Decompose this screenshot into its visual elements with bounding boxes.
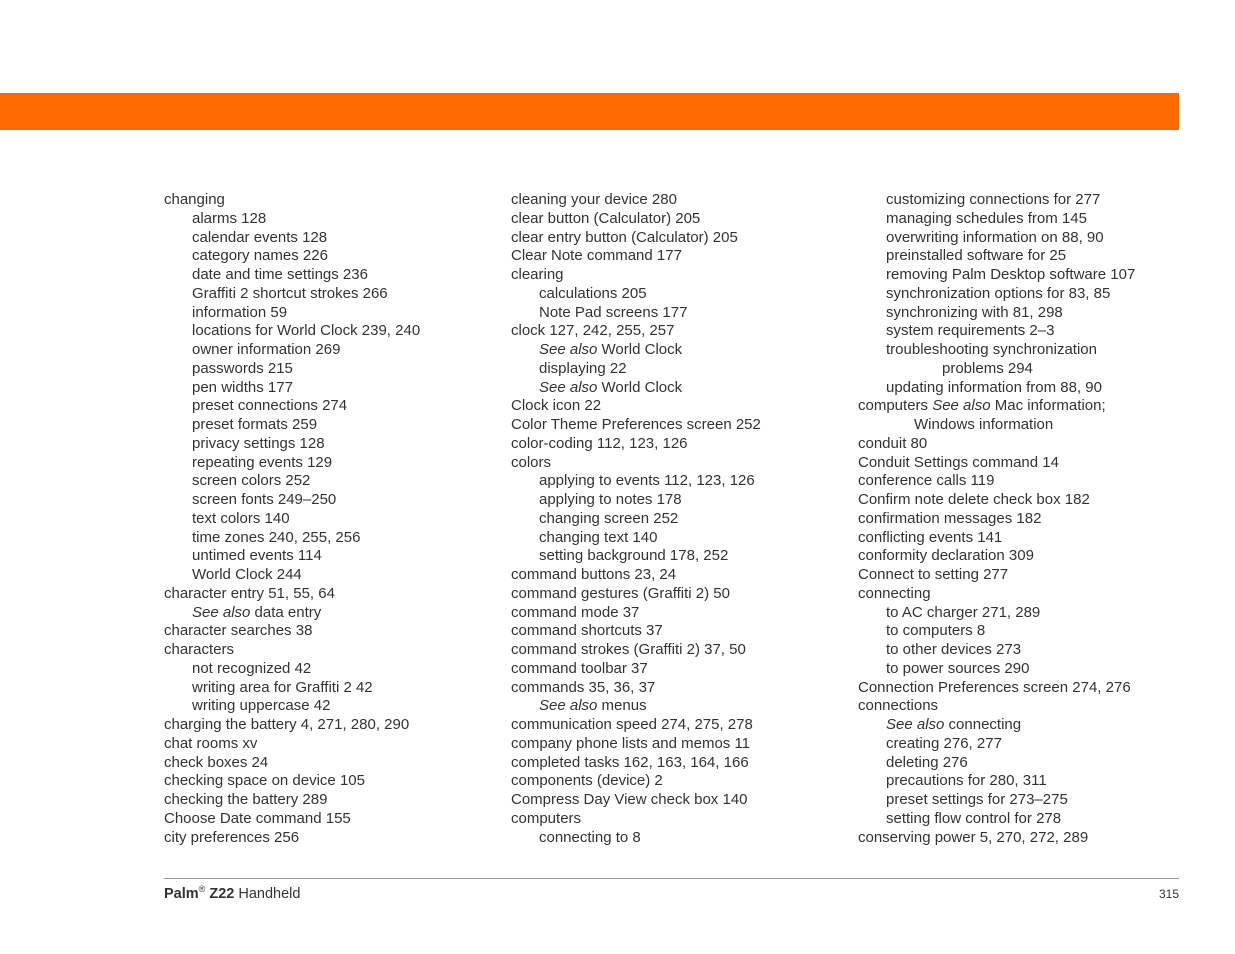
- index-subentry: [164, 529, 420, 548]
- index-entry: [511, 191, 761, 210]
- index-subentry: [164, 266, 420, 285]
- index-subentry: [164, 247, 420, 266]
- index-entry: [164, 791, 420, 810]
- index-entry: [164, 716, 420, 735]
- see-also-label: See also: [539, 341, 598, 358]
- entry-text: clearing: [511, 266, 564, 283]
- entry-text: preset connections 274: [192, 397, 348, 415]
- index-subentry: [164, 229, 420, 248]
- index-entry: [511, 622, 761, 641]
- entry-text: applying to events 112, 123, 126: [539, 472, 755, 490]
- index-subentry: [858, 210, 1135, 229]
- see-also-label: See also: [932, 397, 991, 415]
- index-entry: [858, 829, 1135, 848]
- index-subentry: [858, 772, 1135, 791]
- entry-text: pen widths 177: [192, 378, 293, 396]
- entry-text: applying to notes 178: [539, 491, 682, 508]
- index-column-1: [164, 191, 420, 847]
- index-entry: [858, 510, 1135, 529]
- entry-text: calculations 205: [539, 284, 647, 302]
- entry-text: Conduit Settings command 14: [858, 453, 1059, 471]
- index-entry: [164, 585, 420, 604]
- entry-text: conformity declaration 309: [858, 547, 1034, 565]
- index-entry: [164, 191, 420, 210]
- entry-text: conflicting events 141: [858, 528, 1003, 546]
- entry-text: commands 35, 36, 37: [511, 678, 656, 696]
- index-entry: [511, 716, 761, 735]
- index-subentry: [164, 435, 420, 454]
- entry-text: check boxes 24: [164, 753, 269, 771]
- entry-text: clear entry button (Calculator) 205: [511, 228, 738, 246]
- entry-text: confirmation messages 182: [858, 509, 1042, 527]
- index-subentry: [858, 322, 1135, 341]
- index-subentry: [858, 360, 1135, 379]
- index-subentry: [858, 622, 1135, 641]
- index-subentry: [511, 341, 761, 360]
- index-entry: [858, 491, 1135, 510]
- index-subentry: [164, 397, 420, 416]
- index-entry: [858, 585, 1135, 604]
- index-entry: [511, 210, 761, 229]
- index-entry: [858, 472, 1135, 491]
- entry-text: colors: [511, 453, 552, 471]
- entry-text: to computers 8: [886, 622, 986, 640]
- index-subentry: [511, 304, 761, 323]
- index-subentry: [164, 454, 420, 473]
- entry-text: owner information 269: [192, 341, 341, 358]
- index-entry: [511, 416, 761, 435]
- entry-text: setting background 178, 252: [539, 547, 729, 565]
- index-subentry: [858, 266, 1135, 285]
- entry-text: color-coding 112, 123, 126: [511, 434, 688, 452]
- index-subentry: [858, 191, 1135, 210]
- entry-text: completed tasks 162, 163, 164, 166: [511, 753, 749, 771]
- entry-text: Graffiti 2 shortcut strokes 266: [192, 284, 388, 302]
- index-subentry: [858, 341, 1135, 360]
- entry-text: character searches 38: [164, 622, 313, 640]
- entry-text: Compress Day View check box 140: [511, 791, 748, 808]
- entry-text: synchronizing with 81, 298: [886, 303, 1063, 321]
- entry-text: problems 294: [942, 359, 1033, 377]
- entry-text: screen colors 252: [192, 472, 311, 490]
- model-name: Z22: [209, 886, 235, 902]
- index-entry: [511, 266, 761, 285]
- entry-text: Choose Date command 155: [164, 809, 351, 827]
- entry-text: communication speed 274, 275, 278: [511, 716, 753, 733]
- index-subentry: [164, 322, 420, 341]
- index-entry: [511, 397, 761, 416]
- index-entry: [511, 585, 761, 604]
- entry-text: connections: [858, 697, 939, 715]
- see-also-label: See also: [192, 603, 251, 621]
- entry-term: computers: [858, 397, 929, 415]
- index-subentry: [858, 735, 1135, 754]
- index-entry: [511, 566, 761, 585]
- entry-text: command strokes (Graffiti 2) 37, 50: [511, 641, 746, 658]
- header-accent-bar: [0, 93, 1179, 130]
- see-also-label: See also: [539, 378, 598, 396]
- footer-divider: [164, 878, 1179, 879]
- entry-text: Note Pad screens 177: [539, 303, 688, 321]
- entry-text: Clock icon 22: [511, 397, 602, 415]
- entry-text: charging the battery 4, 271, 280, 290: [164, 716, 410, 733]
- see-also-label: See also: [539, 697, 598, 715]
- index-subentry: [164, 547, 420, 566]
- entry-text: Connection Preferences screen 274, 276: [858, 678, 1131, 696]
- entry-text: World Clock: [601, 341, 683, 358]
- entry-text: Clear Note command 177: [511, 247, 682, 265]
- index-subentry: [858, 660, 1135, 679]
- entry-text: overwriting information on 88, 90: [886, 228, 1104, 246]
- entry-text: to power sources 290: [886, 659, 1030, 677]
- entry-text: deleting 276: [886, 753, 968, 771]
- index-subentry: [164, 679, 420, 698]
- index-entry: [858, 454, 1135, 473]
- entry-text: removing Palm Desktop software 107: [886, 266, 1136, 283]
- entry-text: alarms 128: [192, 209, 267, 227]
- entry-text: connecting: [948, 716, 1022, 733]
- entry-text: synchronization options for 83, 85: [886, 284, 1111, 302]
- index-entry: [164, 772, 420, 791]
- entry-text: not recognized 42: [192, 659, 312, 677]
- index-subentry: [164, 285, 420, 304]
- entry-text: troubleshooting synchronization: [886, 341, 1097, 358]
- entry-text: characters: [164, 641, 235, 658]
- entry-text: Windows information: [914, 416, 1054, 433]
- entry-text: text colors 140: [192, 509, 290, 527]
- entry-text: computers: [511, 809, 582, 827]
- entry-text: date and time settings 236: [192, 266, 368, 283]
- index-entry: [511, 791, 761, 810]
- entry-text: preinstalled software for 25: [886, 247, 1067, 265]
- entry-text: company phone lists and memos 11: [511, 734, 751, 752]
- index-subentry: [164, 360, 420, 379]
- entry-text: customizing connections for 277: [886, 191, 1101, 208]
- index-subentry: [511, 285, 761, 304]
- index-entry: [858, 566, 1135, 585]
- product-type: Handheld: [238, 886, 301, 902]
- entry-text: privacy settings 128: [192, 434, 325, 452]
- index-entry: [511, 322, 761, 341]
- index-entry: [511, 247, 761, 266]
- index-subentry: [164, 210, 420, 229]
- index-subentry: [511, 510, 761, 529]
- index-subentry: [164, 304, 420, 323]
- entry-text: category names 226: [192, 247, 328, 265]
- entry-text: time zones 240, 255, 256: [192, 528, 361, 546]
- index-subentry: [858, 229, 1135, 248]
- entry-text: calendar events 128: [192, 228, 328, 246]
- entry-text: writing area for Graffiti 2 42: [192, 678, 373, 696]
- see-also-label: See also: [886, 716, 945, 733]
- entry-text: character entry 51, 55, 64: [164, 584, 335, 602]
- index-subentry: [858, 810, 1135, 829]
- entry-text: cleaning your device 280: [511, 191, 677, 208]
- index-entry: [858, 397, 1135, 416]
- entry-text: World Clock 244: [192, 566, 302, 583]
- index-subentry: [164, 341, 420, 360]
- entry-text: setting flow control for 278: [886, 809, 1062, 827]
- entry-text: information 59: [192, 303, 288, 321]
- index-entry: [511, 772, 761, 791]
- entry-text: clear button (Calculator) 205: [511, 209, 701, 227]
- entry-text: chat rooms xv: [164, 734, 258, 752]
- index-subentry: [511, 529, 761, 548]
- index-entry: [511, 435, 761, 454]
- footer-product-name: [164, 884, 300, 902]
- entry-text: writing uppercase 42: [192, 697, 331, 715]
- index-subentry: [164, 604, 420, 623]
- index-column-2: [511, 191, 761, 847]
- entry-text: repeating events 129: [192, 453, 333, 471]
- entry-text: connecting: [858, 584, 931, 602]
- index-subentry: [164, 660, 420, 679]
- index-entry: [858, 697, 1135, 716]
- index-subentry: [858, 379, 1135, 398]
- index-entry: [858, 679, 1135, 698]
- index-subentry: [858, 285, 1135, 304]
- entry-text: system requirements 2–3: [886, 322, 1055, 340]
- entry-text: command shortcuts 37: [511, 622, 663, 640]
- index-column-3: [858, 191, 1135, 847]
- index-subentry: [164, 472, 420, 491]
- index-entry: [164, 735, 420, 754]
- index-subentry: [858, 416, 1135, 435]
- index-subentry: [164, 379, 420, 398]
- entry-text: menus: [601, 697, 647, 715]
- entry-text: command buttons 23, 24: [511, 566, 677, 583]
- index-subentry: [858, 304, 1135, 323]
- entry-text: command gestures (Graffiti 2) 50: [511, 584, 730, 602]
- index-subentry: [511, 472, 761, 491]
- index-entry: [164, 622, 420, 641]
- index-subentry: [164, 416, 420, 435]
- index-subentry: [511, 829, 761, 848]
- index-entry: [858, 547, 1135, 566]
- index-subentry: [858, 754, 1135, 773]
- entry-text: untimed events 114: [192, 547, 322, 565]
- entry-text: checking space on device 105: [164, 772, 365, 790]
- index-entry: [164, 829, 420, 848]
- index-entry: [511, 604, 761, 623]
- index-entry: [511, 754, 761, 773]
- entry-text: updating information from 88, 90: [886, 378, 1102, 396]
- entry-text: changing screen 252: [539, 509, 679, 527]
- index-entry: [858, 435, 1135, 454]
- index-entry: [511, 810, 761, 829]
- entry-text: conserving power 5, 270, 272, 289: [858, 828, 1089, 846]
- entry-text: changing: [164, 191, 225, 208]
- entry-text: Connect to setting 277: [858, 566, 1009, 583]
- entry-text: locations for World Clock 239, 240: [192, 322, 421, 340]
- index-entry: [511, 735, 761, 754]
- entry-text: conduit 80: [858, 434, 928, 452]
- entry-text: data entry: [254, 603, 322, 621]
- entry-text: World Clock: [601, 378, 683, 396]
- index-entry: [511, 229, 761, 248]
- page-number: 315: [1158, 887, 1179, 901]
- entry-text: precautions for 280, 311: [886, 772, 1047, 790]
- index-entry: [511, 641, 761, 660]
- entry-text: displaying 22: [539, 359, 627, 377]
- entry-text: conference calls 119: [858, 472, 995, 490]
- entry-text: command mode 37: [511, 603, 640, 621]
- index-entry: [858, 529, 1135, 548]
- entry-text: to AC charger 271, 289: [886, 603, 1041, 621]
- entry-text: Color Theme Preferences screen 252: [511, 416, 761, 433]
- index-entry: [164, 641, 420, 660]
- entry-text: clock 127, 242, 255, 257: [511, 322, 675, 340]
- entry-text: passwords 215: [192, 359, 293, 377]
- index-entry: [164, 754, 420, 773]
- entry-text: preset settings for 273–275: [886, 791, 1068, 808]
- index-subentry: [858, 604, 1135, 623]
- index-subentry: [511, 547, 761, 566]
- entry-text: command toolbar 37: [511, 659, 648, 677]
- entry-text: to other devices 273: [886, 641, 1022, 658]
- entry-text: creating 276, 277: [886, 734, 1002, 752]
- index-subentry: [511, 379, 761, 398]
- index-entry: [511, 660, 761, 679]
- entry-text: preset formats 259: [192, 416, 318, 433]
- entry-text: components (device) 2: [511, 772, 663, 790]
- index-subentry: [511, 697, 761, 716]
- registered-mark: ®: [198, 884, 206, 894]
- index-subentry: [858, 641, 1135, 660]
- index-subentry: [164, 697, 420, 716]
- entry-text: managing schedules from 145: [886, 209, 1087, 227]
- brand-name: Palm: [164, 886, 199, 902]
- index-subentry: [858, 791, 1135, 810]
- entry-text: changing text 140: [539, 528, 658, 546]
- index-entry: [164, 810, 420, 829]
- entry-text: connecting to 8: [539, 828, 641, 846]
- index-subentry: [511, 360, 761, 379]
- entry-text: checking the battery 289: [164, 791, 328, 808]
- index-subentry: [858, 716, 1135, 735]
- index-subentry: [511, 491, 761, 510]
- index-subentry: [164, 566, 420, 585]
- index-subentry: [164, 510, 420, 529]
- index-entry: [511, 679, 761, 698]
- index-subentry: [164, 491, 420, 510]
- index-subentry: [858, 247, 1135, 266]
- entry-text: Mac information;: [994, 397, 1106, 415]
- entry-text: screen fonts 249–250: [192, 491, 337, 508]
- index-entry: [511, 454, 761, 473]
- entry-text: city preferences 256: [164, 828, 300, 846]
- entry-text: Confirm note delete check box 182: [858, 491, 1090, 508]
